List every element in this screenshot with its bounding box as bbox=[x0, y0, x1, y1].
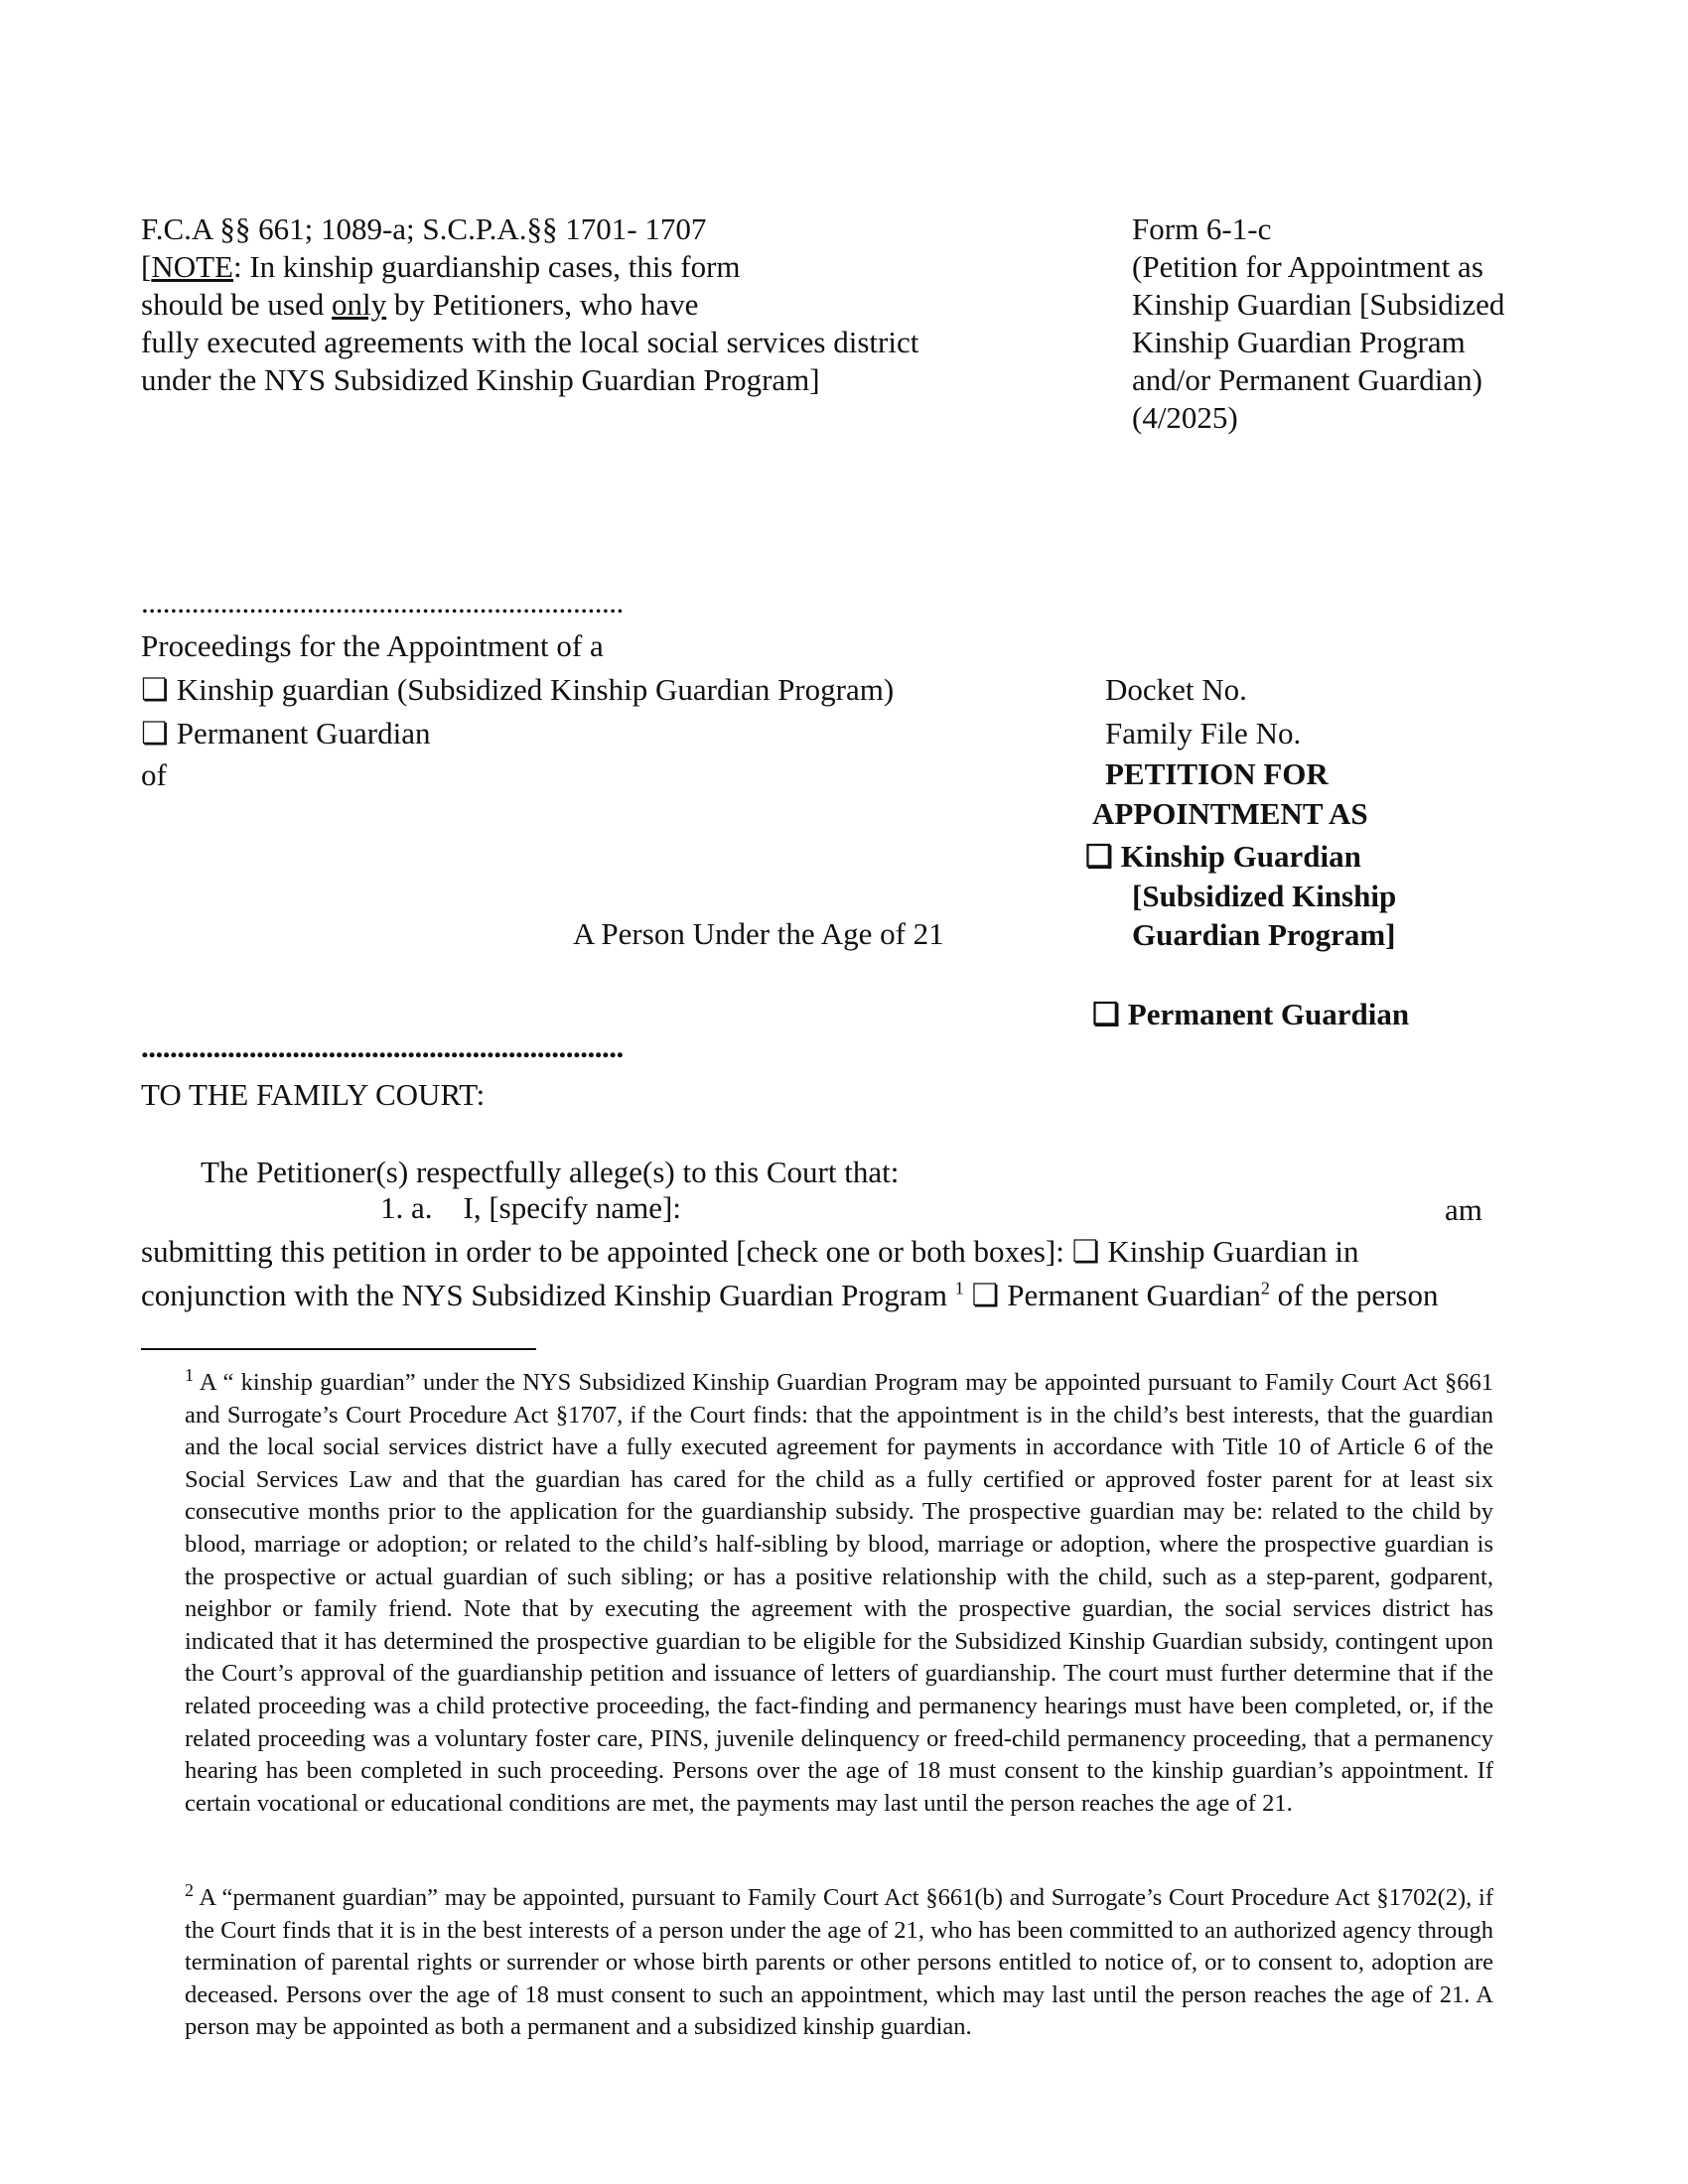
header-left bbox=[141, 210, 1015, 399]
allegation-intro: The Petitioner(s) respectfully allege(s) to this Court that: bbox=[201, 1155, 900, 1189]
docket-number-label: Docket No. bbox=[1105, 672, 1247, 707]
item-1a-am: am bbox=[1445, 1192, 1482, 1227]
note-label: NOTE bbox=[151, 249, 233, 284]
footnote-ref-1[interactable]: 1 bbox=[954, 1278, 964, 1298]
checkbox-icon[interactable] bbox=[1072, 1234, 1108, 1269]
checkbox-icon[interactable] bbox=[141, 672, 177, 707]
option-kinship-guardian[interactable]: ❏ Kinship guardian (Subsidized Kinship Guardian Program) bbox=[141, 669, 894, 711]
footnote-1-number: 1 bbox=[185, 1364, 194, 1385]
footnote-2-text: A “permanent guardian” may be appointed, pursuant to Family Court Act §661(b) and Surrogate’s Court Procedure Act §1702(2), if the Court finds that it is in the best interests of a person under the age of 21, who has been committed to an authorized agency through termination of parental rights or surrender or whose birth parents or other persons entitled to notice of, or to consent to, adoption are deceased. Persons over the age of 18 must consent to such an appointment, which may last until the person reaches the age of 21. A person may be appointed as both a permanent and a subsidized kinship guardian. bbox=[185, 1884, 1493, 2041]
petition-kinship-line-2: [Subsidized Kinship bbox=[1132, 879, 1397, 913]
form-desc-line: and/or Permanent Guardian) bbox=[1132, 362, 1482, 397]
footnote-1 bbox=[185, 1364, 1493, 1820]
family-file-number-label: Family File No. bbox=[1105, 716, 1302, 751]
checkbox-icon[interactable] bbox=[141, 716, 177, 751]
footnote-1-text: A “ kinship guardian” under the NYS Subsidized Kinship Guardian Program may be appointed pursuant to Family Court Act §661 and Surrogate’s Court Procedure Act §1707, if the Court finds: that the appointment is in the child’s best interests, that the guardian and the local social services district have a fully executed agreement for payments in accordance with Title 10 of Article 6 of the Social Services Law and that the guardian has cared for the child as a fully certified or approved foster parent for at least six consecutive months prior to the application for the guardianship subsidy. The prospective guardian may be: related to the child by blood, marriage or adoption; or related to the child’s half-sibling by blood, marriage or adoption, where the prospective guardian is the prospective or actual guardian of such sibling; or has a positive relationship with the child, such as a step-parent, godparent, neighbor or family friend. Note that by executing the agreement with the prospective guardian, the social services district has indicated that it has determined the prospective guardian to be eligible for the Subsidized Kinship Guardian subsidy, contingent upon the Court’s approval of the guardianship petition and issuance of letters of guardianship. The court must further determine that if the related proceeding was a child protective proceeding, the fact-finding and permanency hearings must have been completed, or, if the related proceeding was a voluntary foster care, PINS, juvenile delinquency or freed-child permanency proceeding, that a permanency hearing has been completed in such proceeding. Persons over the age of 18 must consent to the kinship guardian’s appointment. If certain vocational or educational conditions are met, the payments may last until the person reaches the age of 21. bbox=[185, 1369, 1493, 1817]
form-number: Form 6-1-c bbox=[1132, 211, 1272, 246]
note-line-3: fully executed agreements with the local social services district bbox=[141, 325, 919, 359]
note-line-2: should be used only by Petitioners, who have bbox=[141, 287, 699, 322]
petition-title-line-2: APPOINTMENT AS bbox=[1092, 796, 1368, 831]
caption-dots-bottom: ................................................................... bbox=[141, 1032, 624, 1062]
caption-dots-top: ................................................................... bbox=[141, 588, 624, 617]
checkbox-icon[interactable] bbox=[971, 1278, 1007, 1312]
item-1a-label: 1. a. I, [specify name]: bbox=[380, 1190, 681, 1225]
petition-kinship-guardian-option[interactable]: ❏ Kinship Guardian bbox=[1085, 837, 1361, 877]
to-family-court: TO THE FAMILY COURT: bbox=[141, 1077, 486, 1112]
petition-title-line-1: PETITION FOR bbox=[1105, 756, 1329, 791]
form-revision-date: (4/2025) bbox=[1132, 400, 1238, 435]
petition-permanent-guardian-option[interactable]: ❏ Permanent Guardian bbox=[1092, 995, 1409, 1034]
proceedings-label: Proceedings for the Appointment of a bbox=[141, 628, 604, 663]
form-desc-line: Kinship Guardian Program bbox=[1132, 325, 1466, 359]
checkbox-icon[interactable] bbox=[1092, 997, 1128, 1031]
statute-citation: F.C.A §§ 661; 1089-a; S.C.P.A.§§ 1701- 1707 bbox=[141, 211, 707, 246]
header-right bbox=[1132, 210, 1648, 437]
caption-of: of bbox=[141, 757, 167, 792]
footnote-ref-2[interactable]: 2 bbox=[1260, 1278, 1270, 1298]
person-under-21: A Person Under the Age of 21 bbox=[573, 916, 944, 951]
body-line-submit: submitting this petition in order to be appointed [check one or both boxes]: ❏ Kinship Guardian in bbox=[141, 1231, 1359, 1273]
body-line-conjunction: conjunction with the NYS Subsidized Kinship Guardian Program $^1$ ❏ Permanent Guardian$^2$ of the person bbox=[141, 1275, 1439, 1316]
note-line-1: [NOTE: In kinship guardianship cases, this form bbox=[141, 249, 741, 284]
form-desc-line: Kinship Guardian [Subsidized bbox=[1132, 287, 1505, 322]
note-line-4: under the NYS Subsidized Kinship Guardian Program] bbox=[141, 362, 820, 397]
petition-kinship-line-3: Guardian Program] bbox=[1132, 917, 1396, 952]
option-permanent-guardian[interactable]: ❏ Permanent Guardian bbox=[141, 713, 430, 754]
footnote-2 bbox=[185, 1879, 1493, 2044]
form-desc-line: (Petition for Appointment as bbox=[1132, 249, 1483, 284]
checkbox-icon[interactable] bbox=[1085, 839, 1121, 874]
footnote-2-number: 2 bbox=[185, 1879, 194, 1900]
footnote-separator bbox=[141, 1348, 536, 1350]
